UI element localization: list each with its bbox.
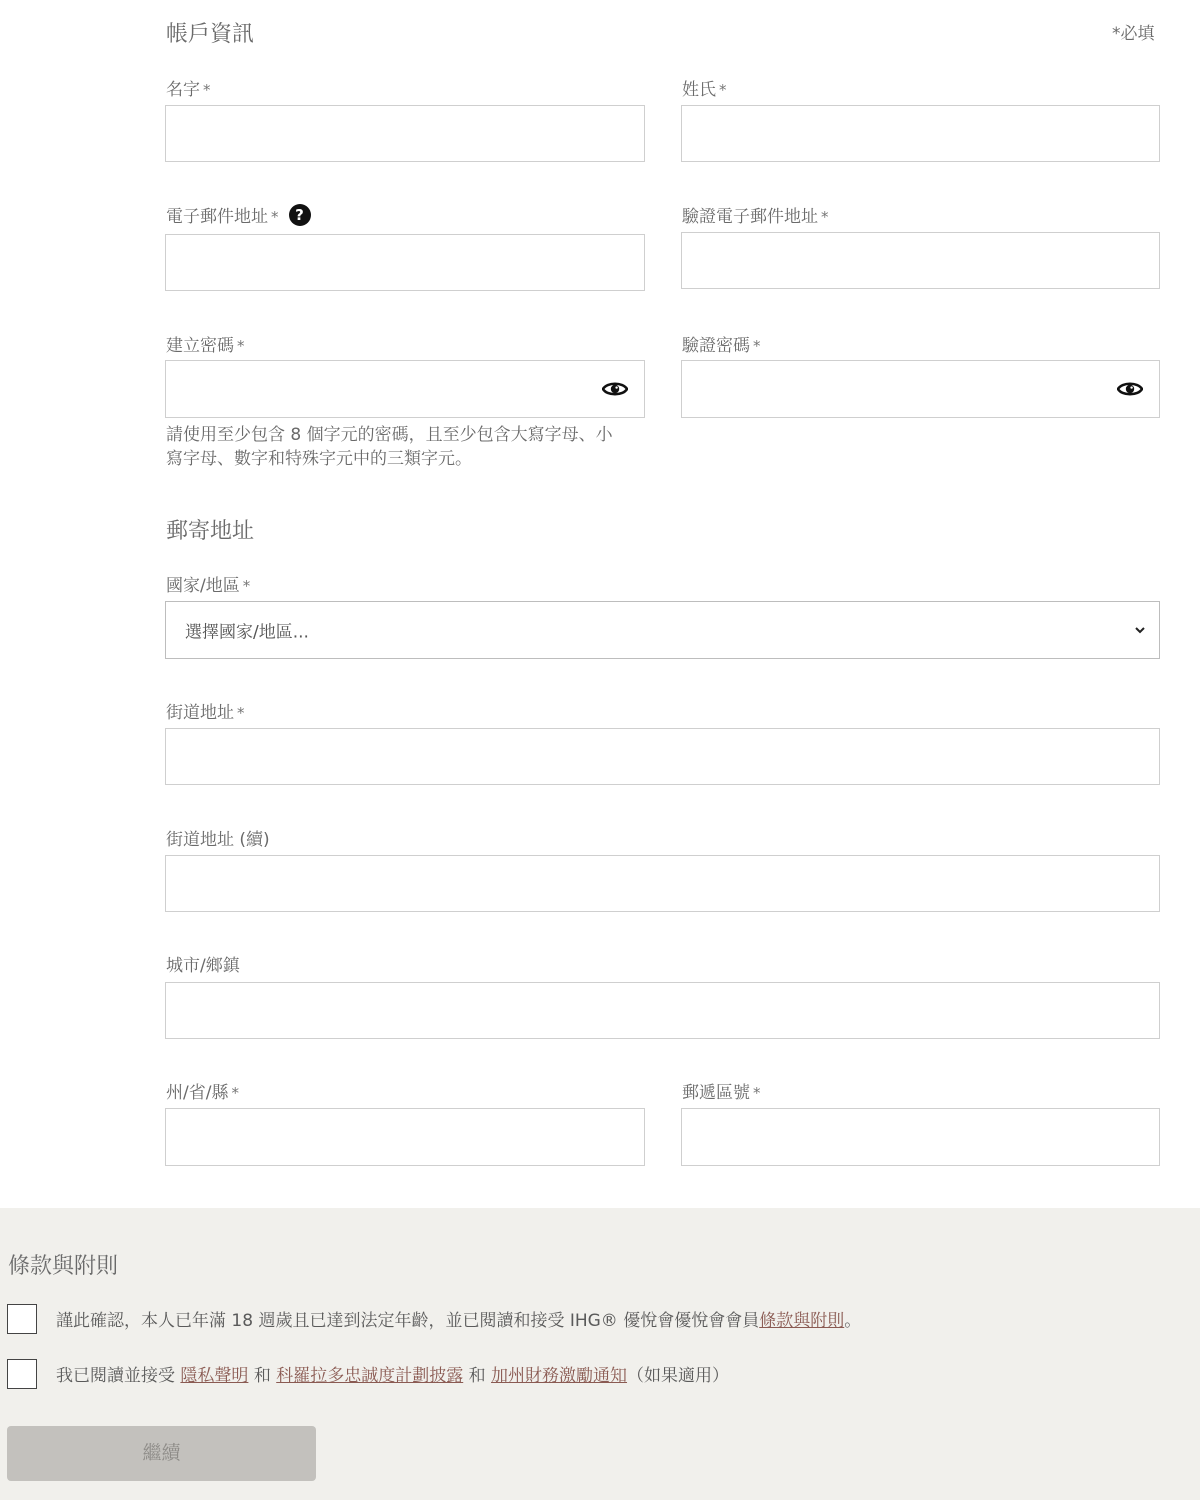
password-hint: 請使用至少包含 8 個字元的密碼，且至少包含大寫字母、小寫字母、數字和特殊字元中的三類字元。: [166, 425, 613, 469]
city-label: 城市/鄉鎮: [166, 956, 240, 976]
postal-label: 郵遞區號 *: [682, 1083, 761, 1103]
email-input[interactable]: [165, 234, 645, 291]
account-section-title: 帳戶資訊: [166, 22, 255, 47]
age-terms-checkbox[interactable]: [7, 1304, 37, 1334]
street2-label: 街道地址 (續): [166, 830, 270, 850]
last-name-input[interactable]: [681, 105, 1160, 162]
postal-input[interactable]: [681, 1108, 1160, 1166]
state-input[interactable]: [165, 1108, 645, 1166]
last-name-label: 姓氏 *: [682, 80, 727, 100]
chevron-down-icon: [1133, 625, 1147, 635]
email-label: 電子郵件地址 * ?: [166, 202, 311, 228]
country-select[interactable]: [165, 601, 1160, 659]
first-name-input[interactable]: [165, 105, 645, 162]
eye-icon[interactable]: [1117, 380, 1143, 398]
age-terms-text: 謹此確認，本人已年滿 18 週歲且已達到法定年齡，並已閱讀和接受 IHG® 優悅會優悅會會員條款與附則。: [56, 1311, 862, 1331]
colorado-link[interactable]: 科羅拉多忠誠度計劃披露: [276, 1366, 464, 1386]
privacy-text: 我已閱讀並接受 隱私聲明 和 科羅拉多忠誠度計劃披露 和 加州財務激勵通知（如果適用）: [56, 1366, 730, 1386]
terms-section-title: 條款與附則: [8, 1254, 119, 1279]
question-circle-icon[interactable]: ?: [289, 204, 311, 226]
country-label: 國家/地區 *: [166, 576, 251, 596]
confirm-email-input[interactable]: [681, 232, 1160, 289]
confirm-email-label: 驗證電子郵件地址 *: [682, 207, 829, 227]
first-name-label: 名字 *: [166, 80, 211, 100]
confirm-password-input[interactable]: [681, 360, 1160, 418]
country-select-value: 選擇國家/地區...: [185, 622, 309, 643]
confirm-password-label: 驗證密碼 *: [682, 336, 761, 356]
state-label: 州/省/縣 *: [166, 1083, 239, 1103]
terms-link[interactable]: 條款與附則: [759, 1311, 845, 1331]
create-password-label: 建立密碼 *: [166, 336, 245, 356]
continue-button[interactable]: 繼續: [7, 1426, 316, 1481]
street2-input[interactable]: [165, 855, 1160, 912]
california-link[interactable]: 加州財務激勵通知: [491, 1366, 628, 1386]
city-input[interactable]: [165, 982, 1160, 1039]
street-label: 街道地址 *: [166, 703, 245, 723]
required-note: *必填: [1112, 24, 1155, 44]
address-section-title: 郵寄地址: [166, 519, 255, 544]
street-input[interactable]: [165, 728, 1160, 785]
privacy-checkbox[interactable]: [7, 1359, 37, 1389]
privacy-link[interactable]: 隱私聲明: [180, 1366, 249, 1386]
eye-icon[interactable]: [602, 380, 628, 398]
create-password-input[interactable]: [165, 360, 645, 418]
